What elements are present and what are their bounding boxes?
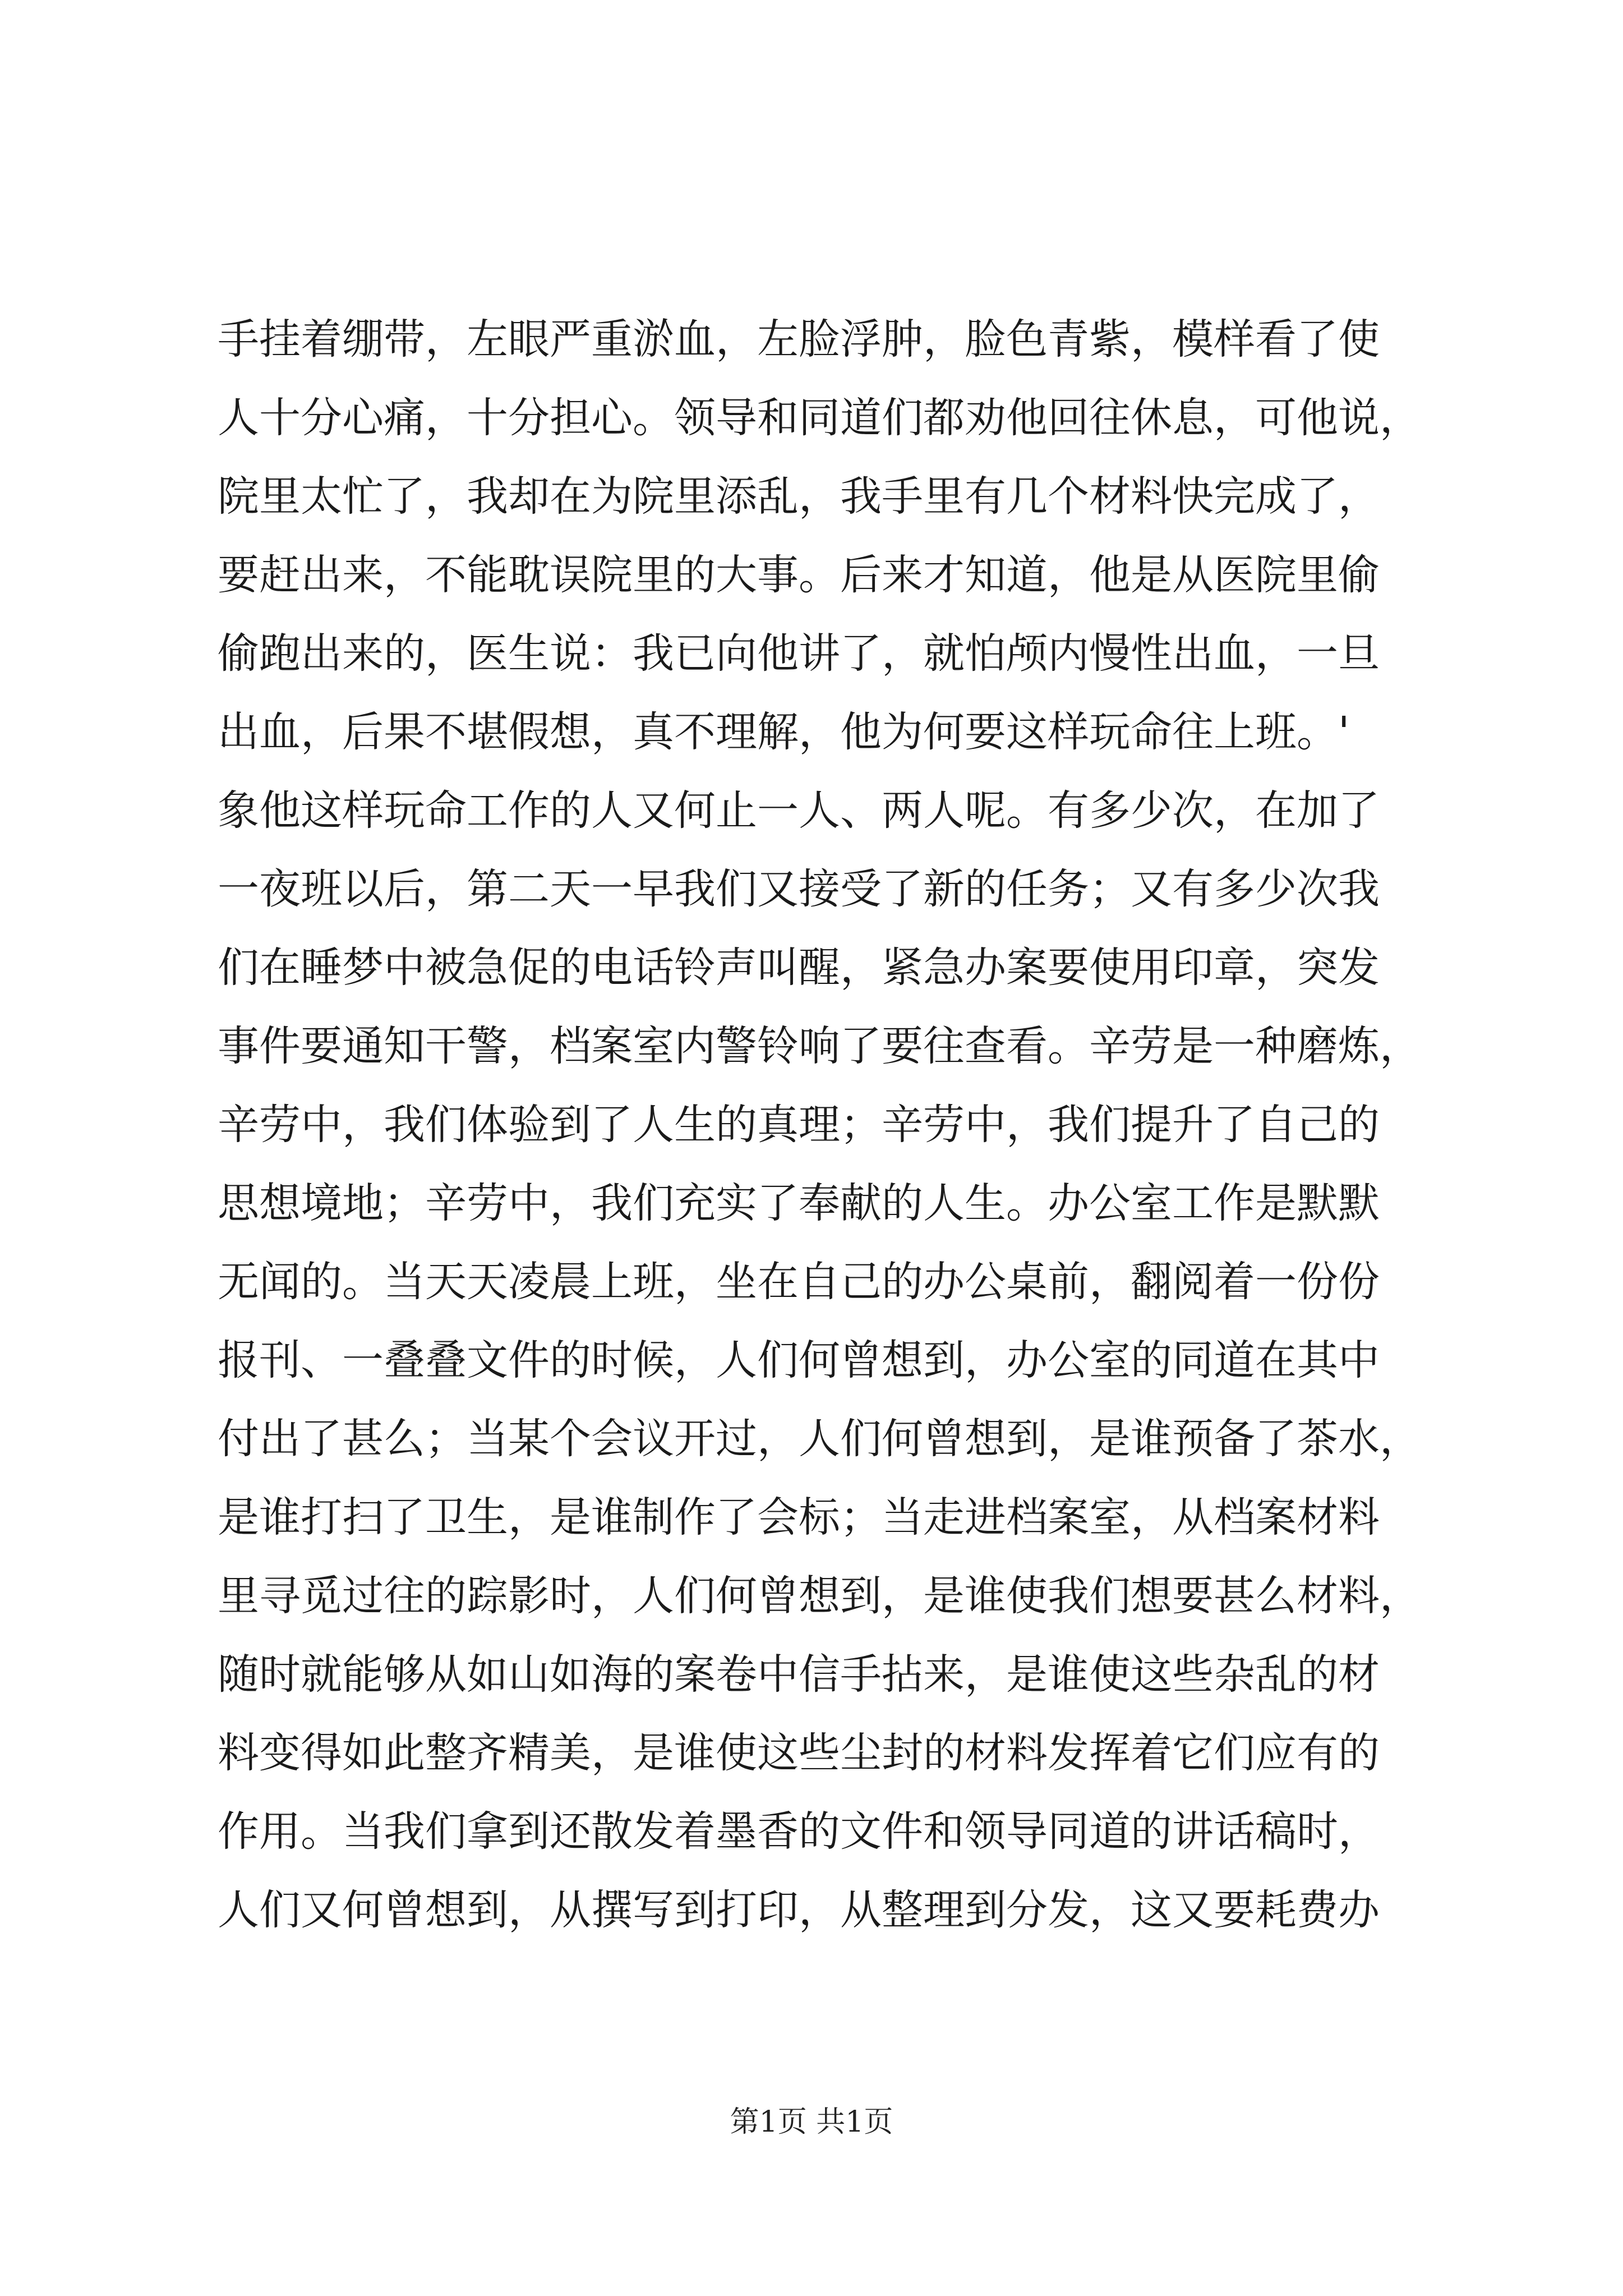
text-line: 作用。当我们拿到还散发着墨香的文件和领导同道的讲话稿时， [218, 1807, 1380, 1856]
text-line: 手挂着绷带，左眼严重淤血，左脸浮肿，脸色青紫，模样看了使 [218, 315, 1380, 364]
text-line: 料变得如此整齐精美，是谁使这些尘封的材料发挥着它们应有的 [218, 1729, 1380, 1777]
text-line: 出血，后果不堪假想，真不理解，他为何要这样玩命往上班。' [218, 708, 1350, 756]
text-line: 随时就能够从如山如海的案卷中信手拈来，是谁使这些杂乱的材 [218, 1650, 1380, 1699]
text-line: 辛劳中，我们体验到了人生的真理；辛劳中，我们提升了自己的 [218, 1101, 1380, 1149]
text-line: 报刊、一叠叠文件的时候，人们何曾想到，办公室的同道在其中 [218, 1336, 1380, 1384]
text-line: 里寻觅过往的踪影时，人们何曾想到，是谁使我们想要甚么材料， [218, 1572, 1421, 1620]
text-line: 事件要通知干警，档案室内警铃响了要往查看。辛劳是一种磨炼， [218, 1022, 1421, 1070]
text-line: 付出了甚么；当某个会议开过，人们何曾想到，是谁预备了茶水， [218, 1415, 1421, 1463]
text-line: 人们又何曾想到，从撰写到打印，从整理到分发，这又要耗费办 [218, 1886, 1380, 1934]
text-line: 是谁打扫了卫生，是谁制作了会标；当走进档案室，从档案材料 [218, 1493, 1380, 1542]
page-footer: 第1页 共1页 [730, 2105, 893, 2139]
text-line: 要赶出来，不能耽误院里的大事。后来才知道，他是从医院里偷 [218, 551, 1380, 599]
text-line: 一夜班以后，第二天一早我们又接受了新的任务；又有多少次我 [218, 865, 1380, 913]
text-line: 院里太忙了，我却在为院里添乱，我手里有几个材料快完成了， [218, 472, 1380, 521]
text-line: 无闻的。当天天凌晨上班，坐在自己的办公桌前，翻阅着一份份 [218, 1258, 1380, 1306]
text-line: 人十分心痛，十分担心。领导和同道们都劝他回往休息，可他说， [218, 394, 1421, 442]
text-line: 偷跑出来的，医生说：我已向他讲了，就怕颅内慢性出血，一旦 [218, 629, 1380, 678]
text-line: 象他这样玩命工作的人又何止一人、两人呢。有多少次，在加了 [218, 786, 1380, 835]
text-line: 们在睡梦中被急促的电话铃声叫醒，紧急办案要使用印章，突发 [218, 944, 1380, 992]
body-text [218, 306, 1421, 1955]
text-line: 思想境地；辛劳中，我们充实了奉献的人生。办公室工作是默默 [218, 1179, 1380, 1227]
